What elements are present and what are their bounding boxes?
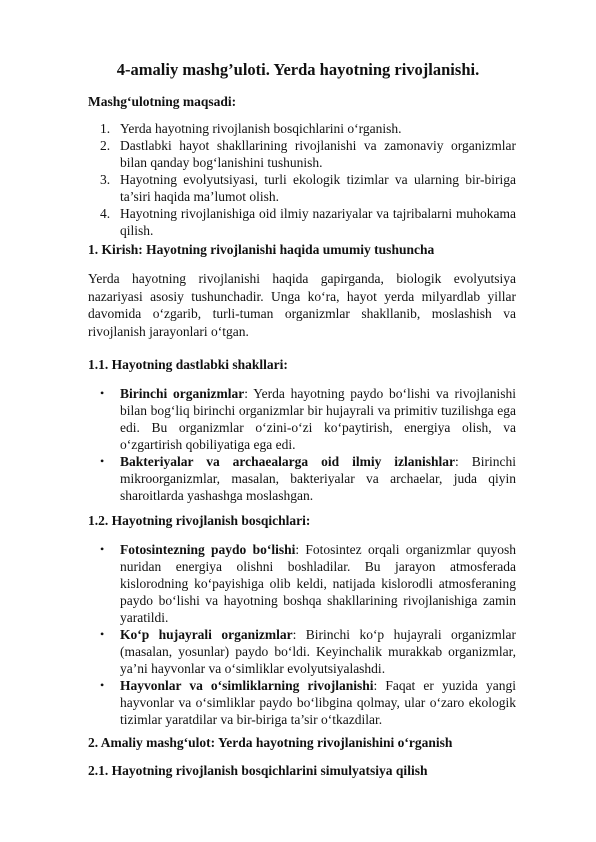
- list-item: 3. Hayotning evolyutsiyasi, turli ekologik tizimlar va ularning bir-biriga ta’siri haqida ma’lumot olish.: [100, 172, 516, 204]
- section12-list: [88, 541, 516, 728]
- list-item: 2. Dastlabki hayot shakllarining rivojlanishi va zamonaviy organizmlar bilan qanday bog‘lanishini tushunish.: [100, 138, 516, 170]
- list-item: 4. Hayotning rivojlanishiga oid ilmiy nazariyalar va tajribalarni muhokama qilish.: [100, 206, 516, 238]
- goals-heading: Mashg‘ulotning maqsadi:: [88, 94, 237, 109]
- list-item: 1. Yerda hayotning rivojlanish bosqichlarini o‘rganish.: [100, 121, 402, 136]
- list-item: • Birinchi organizmlar: Yerda hayotning paydo bo‘lishi va rivojlanishi bilan bog‘liq birinchi organizmlar bir hujayrali va primitiv tuzilishga ega edi. Bu organizmlar o‘zini-o‘zi ko‘paytirish, energiya olish, va o‘zgartirish qobiliyatiga ega edi.: [100, 386, 516, 452]
- bullet-icon: •: [100, 542, 105, 556]
- goals-list: [88, 120, 516, 239]
- section2-heading: 2. Amaliy mashg‘ulot: Yerda hayotning rivojlanishini o‘rganish: [88, 735, 453, 750]
- section1-paragraph: Yerda hayotning rivojlanishi haqida gapirganda, biologik evolyutsiya nazariyasi asosiy tushunchadir. Unga ko‘ra, hayot yerda milyardlab yillar davomida o‘zgarib, turli-tuman organizmlar shakllanib, moslashish va rivojlanish jarayonlari o‘tgan.: [88, 271, 516, 339]
- section1-heading: 1. Kirish: Hayotning rivojlanishi haqida umumiy tushuncha: [88, 242, 435, 257]
- bullet-icon: •: [100, 454, 105, 468]
- list-item: • Bakteriyalar va archaealarga oid ilmiy izlanishlar: Birinchi mikroorganizmlar, masalan, bakteriyalar va archaelar, juda qiyin sharoitlarda yashashga moslashgan.: [100, 454, 516, 503]
- section11-heading: 1.1. Hayotning dastlabki shakllari:: [88, 357, 288, 372]
- bullet-icon: •: [100, 627, 105, 641]
- bullet-icon: •: [100, 386, 105, 400]
- page-title: 4-amaliy mashg’uloti. Yerda hayotning rivojlanishi.: [116, 60, 480, 79]
- section21-heading: 2.1. Hayotning rivojlanish bosqichlarini simulyatsiya qilish: [88, 763, 428, 778]
- list-item: • Ko‘p hujayrali organizmlar: Birinchi ko‘p hujayrali organizmlar (masalan, yosunlar) paydo bo‘ldi. Keyinchalik murakkab organizmlar, ya’ni hayvonlar va o‘simliklar evolyutsiyalashdi.: [100, 627, 516, 676]
- section11-list: [88, 385, 516, 504]
- list-item: • Hayvonlar va o‘simliklarning rivojlanishi: Faqat er yuzida yangi hayvonlar va o‘simliklar paydo bo‘libgina qolmay, ular o‘zaro ekologik tizimlar yaratdilar va bir-biriga ta’sir o‘tkazdilar.: [100, 678, 516, 727]
- section12-heading: 1.2. Hayotning rivojlanish bosqichlari:: [88, 513, 311, 528]
- list-item: • Fotosintezning paydo bo‘lishi: Fotosintez orqali organizmlar quyosh nuridan energiya olishni boshladilar. Bu jarayon atmosferada kislorodning ko‘payishiga olib keldi, natijada kislorodli atmosferaning paydo bo‘lishi va hayotning boshqa shakllarining rivojlanishiga zamin yaratildi.: [100, 542, 516, 625]
- bullet-icon: •: [100, 678, 105, 692]
